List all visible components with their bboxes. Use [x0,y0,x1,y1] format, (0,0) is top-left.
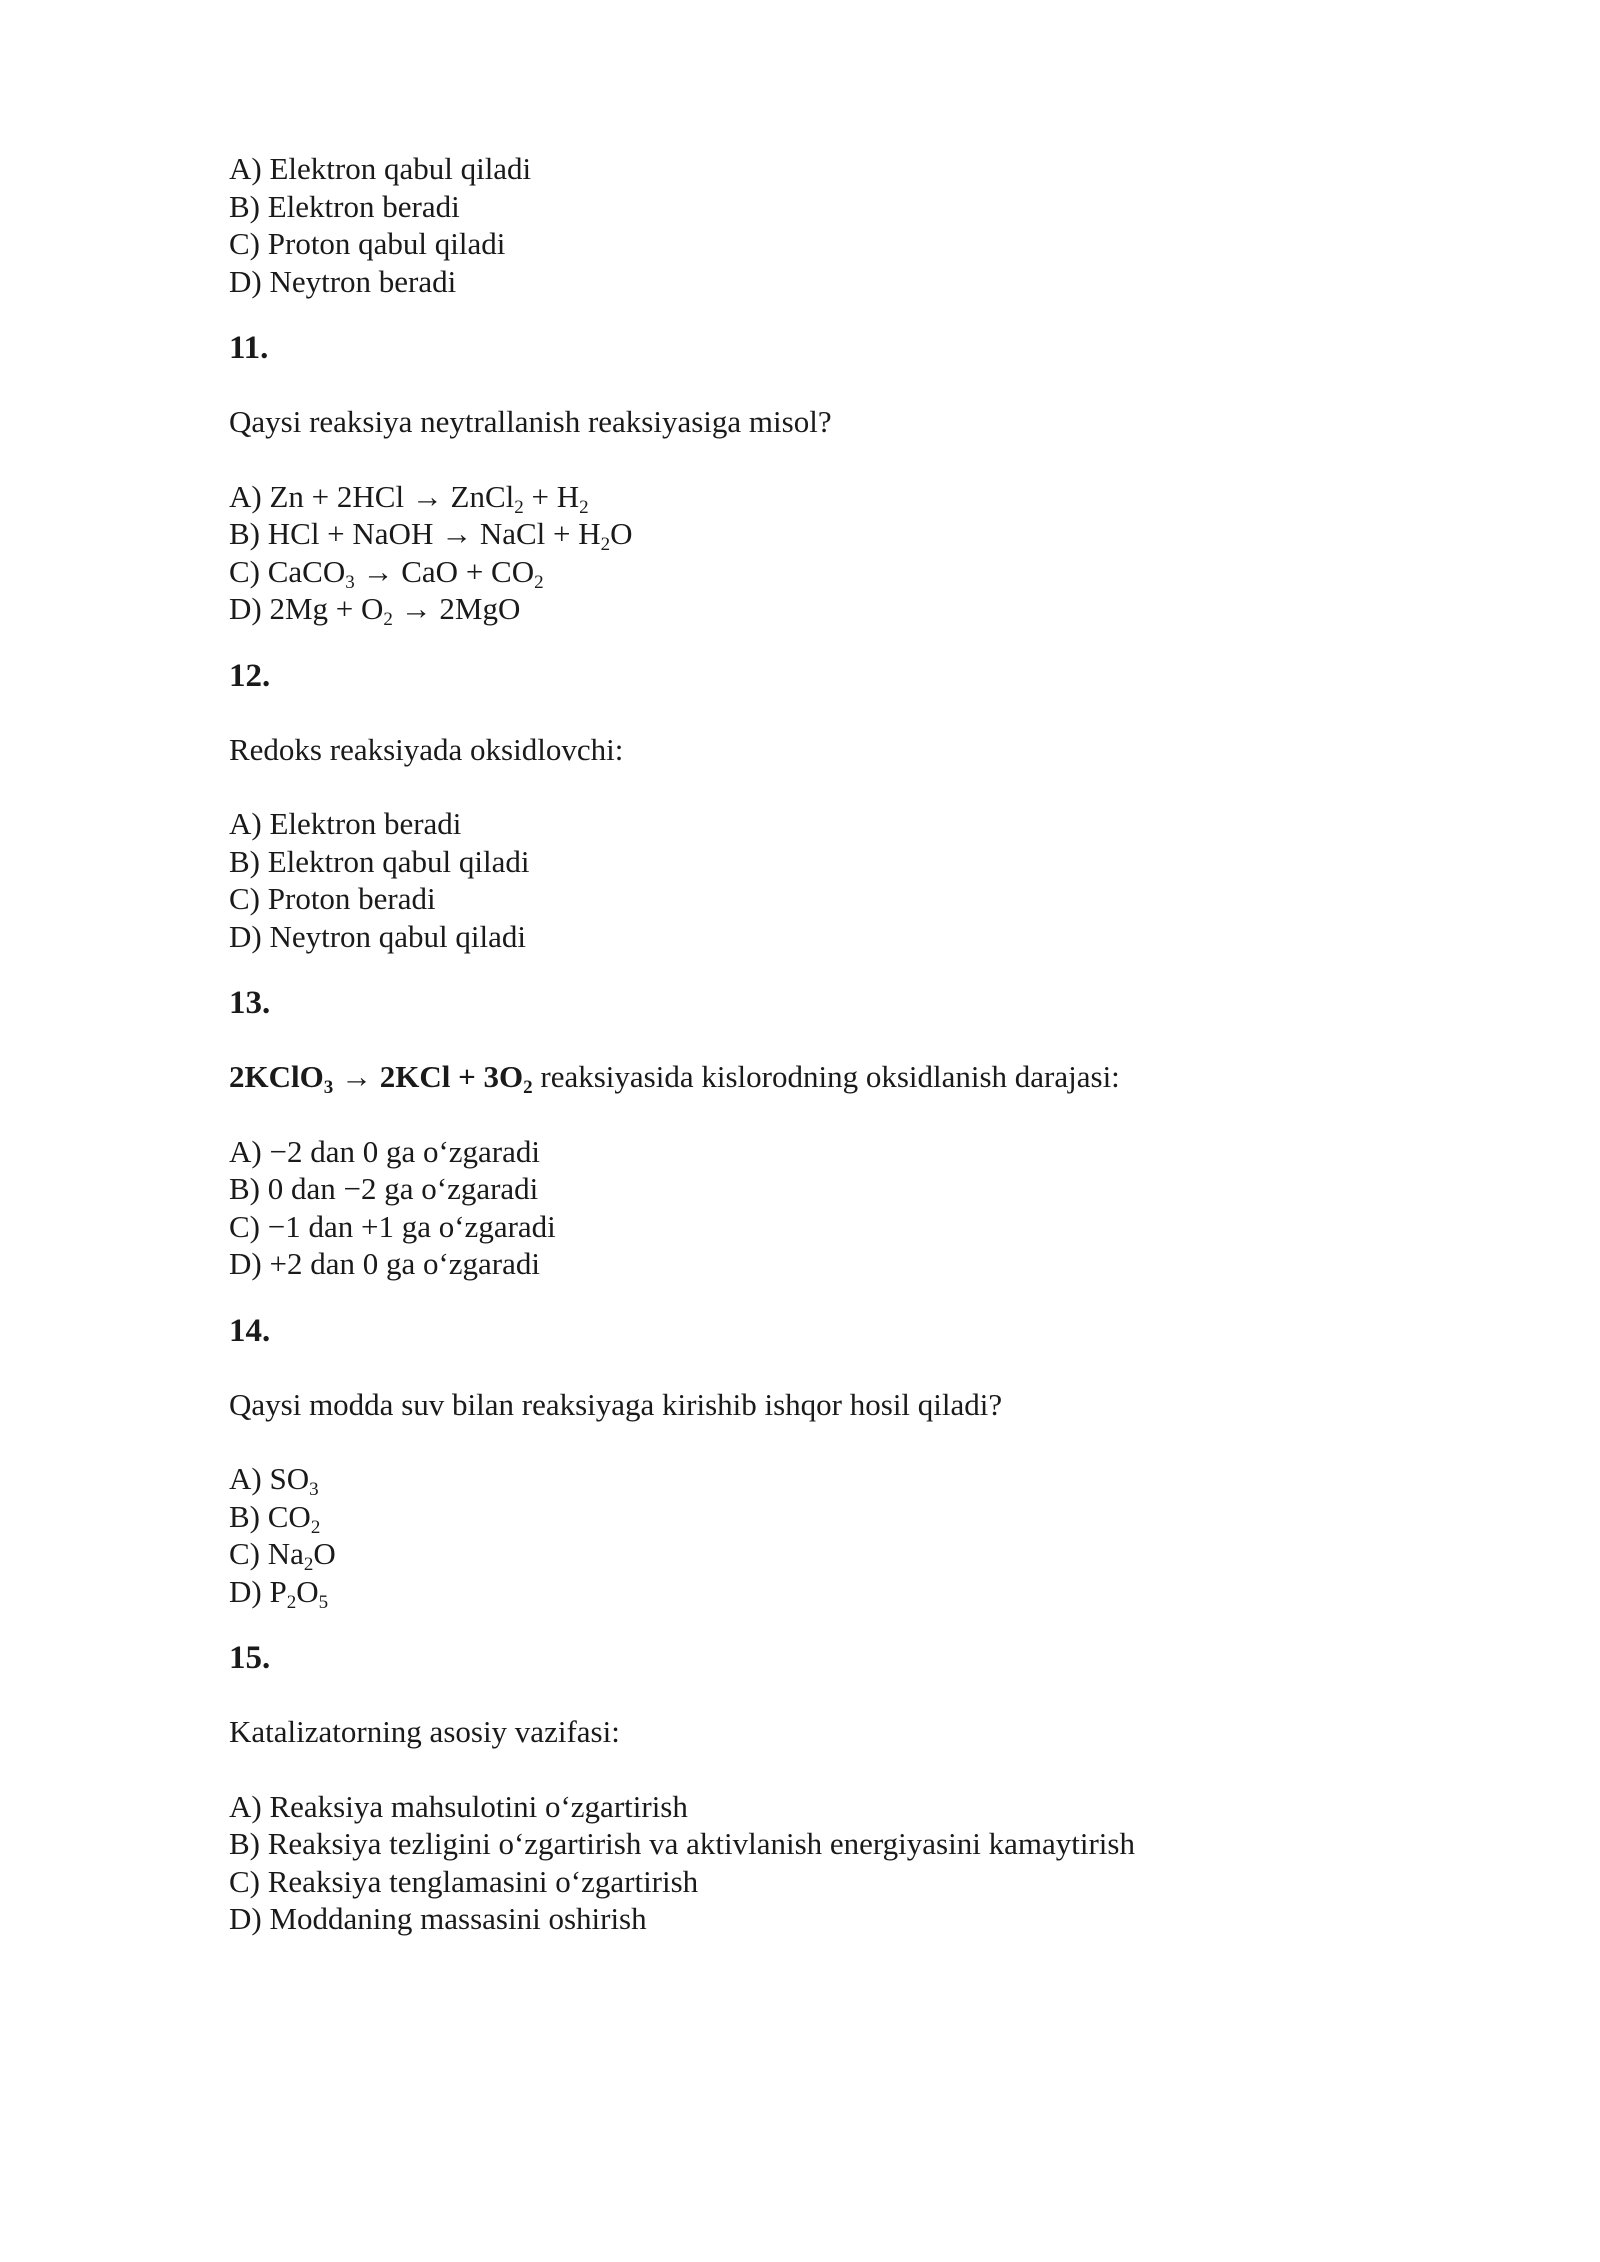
question-13-options [229,1133,1479,1283]
question-number-13: 13. [229,985,271,1021]
option-d: D) $2Mg + O_2 \to 2MgO$ [229,591,521,630]
option-b: B) $CO_2$ [229,1498,321,1538]
question-14-options [229,1460,1479,1613]
option-b: B) Elektron beradi [229,188,460,224]
option-a: A) $SO_3$ [229,1461,319,1500]
option-c: C) Reaksiya tenglamasini o‘zgartirish [229,1863,699,1899]
option-a: A) −2 dan 0 ga o‘zgaradi [229,1133,540,1169]
question-15-options [229,1788,1479,1938]
option-c: C) −1 dan +1 ga o‘zgaradi [229,1208,556,1244]
option-a: A) Elektron qabul qiladi [229,151,532,186]
option-b: B) Elektron qabul qiladi [229,843,530,879]
question-text-15: Katalizatorning asosiy vazifasi: [229,1714,620,1749]
option-d: D) Neytron qabul qiladi [229,918,527,954]
option-c: C) Proton beradi [229,881,436,916]
option-a: A) Elektron beradi [229,806,462,841]
question-text-14: Qaysi modda suv bilan reaksiyaga kirishib ishqor hosil qiladi? [229,1386,1003,1422]
option-b: B) Reaksiya tezligini o‘zgartirish va aktivlanish energiyasini kamaytirish [229,1826,1135,1861]
option-c: C) $Na_2O$ [229,1536,336,1575]
question-text-11: Qaysi reaksiya neytrallanish reaksiyasiga misol? [229,404,832,439]
option-d: D) +2 dan 0 ga o‘zgaradi [229,1246,540,1281]
option-a: A) Zn + 2HCl → ZnCl$_2$ + $H_2$ [229,478,589,518]
option-d: D) Moddaning massasini oshirish [229,1901,647,1936]
prev-question-options [229,150,1479,300]
option-a: A) Reaksiya mahsulotini o‘zgartirish [229,1788,688,1824]
option-b: B) HCl + NaOH → NaCl + $H_2O$ [229,516,633,555]
question-11-options [229,478,1479,628]
question-text-13: 2KClO$_3$ → $2KCl + 3O_2$ reaksiyasida kislorodning oksidlanish darajasi: [229,1059,1120,1098]
option-d: D) Neytron beradi [229,263,457,299]
question-number-11: 11. [229,330,269,366]
equation: 2KClO$_3$ → $2KCl + 3O_2$ [229,1059,533,1098]
question-number-15: 15. [229,1640,271,1676]
question-number-14: 14. [229,1312,271,1349]
option-b: B) 0 dan −2 ga o‘zgaradi [229,1171,539,1206]
question-text-12: Redoks reaksiyada oksidlovchi: [229,731,624,767]
option-d: D) $P_2O_5$ [229,1573,329,1613]
option-c: C) Proton qabul qiladi [229,226,506,261]
document-page [229,150,1479,1938]
option-c: C) CaCO$_3$ → CaO + $CO_2$ [229,553,544,593]
question-12-options [229,805,1479,955]
question-number-12: 12. [229,657,271,694]
